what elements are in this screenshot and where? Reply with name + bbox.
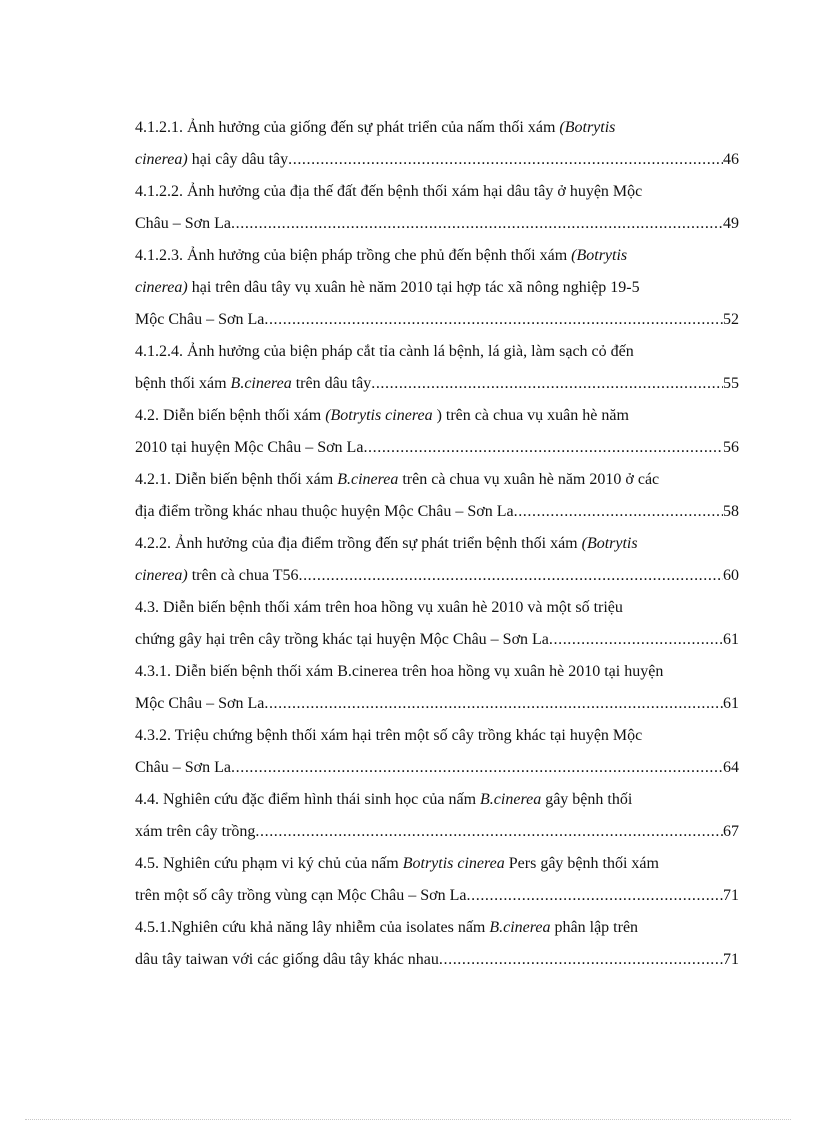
toc-dot-leader: [264, 304, 723, 336]
toc-entry[interactable]: [135, 592, 739, 656]
toc-entry-last-line: [135, 368, 739, 400]
toc-page-number: 71: [723, 887, 739, 904]
toc-text: 4.2. Diễn biến bệnh thối xám: [135, 407, 326, 424]
toc-text: Châu – Sơn La: [135, 215, 232, 232]
toc-italic-text: (Botrytis: [559, 119, 616, 136]
toc-dot-leader: [255, 816, 723, 848]
toc-entry-line: [135, 112, 739, 144]
toc-dot-leader: [439, 944, 723, 976]
toc-entry-last-line: [135, 432, 739, 464]
toc-italic-text: B.cinerea: [489, 919, 551, 936]
toc-entry-tail: [135, 208, 231, 240]
toc-text: ) trên cà chua vụ xuân hè năm: [432, 407, 629, 424]
toc-text: xám trên cây trồng: [135, 823, 256, 840]
toc-entry-line: [135, 464, 739, 496]
toc-entry-last-line: [135, 688, 739, 720]
toc-page-number: 61: [723, 695, 739, 712]
toc-italic-text: Botrytis cinerea: [402, 855, 505, 872]
toc-page-number: 55: [723, 375, 739, 392]
toc-text: Mộc Châu – Sơn La: [135, 311, 265, 328]
toc-italic-text: cinerea): [135, 567, 188, 584]
toc-page-number: 71: [723, 951, 739, 968]
toc-entry[interactable]: [135, 240, 739, 336]
toc-entry-line: [135, 272, 739, 304]
toc-dot-leader: [549, 624, 723, 656]
toc-entry[interactable]: [135, 464, 739, 528]
toc-entry-line: [135, 528, 739, 560]
toc-entry-line: [135, 176, 739, 208]
toc-dot-leader: [231, 752, 723, 784]
toc-italic-text: B.cinerea: [337, 471, 399, 488]
toc-dot-leader: [288, 144, 723, 176]
toc-italic-text: B.cinerea: [230, 375, 292, 392]
toc-text: trên một số cây trồng vùng cạn Mộc Châu – Sơn La: [135, 887, 467, 904]
toc-page-number: 64: [723, 759, 739, 776]
toc-dot-leader: [514, 496, 723, 528]
toc-entry[interactable]: [135, 912, 739, 976]
toc-dot-leader: [231, 208, 723, 240]
toc-text: 4.4. Nghiên cứu đặc điểm hình thái sinh học của nấm: [135, 791, 481, 808]
toc-entry-line: [135, 400, 739, 432]
toc-dot-leader: [467, 880, 723, 912]
toc-text: Châu – Sơn La: [135, 759, 232, 776]
toc-text: Pers gây bệnh thối xám: [504, 855, 659, 872]
toc-text: 4.3. Diễn biến bệnh thối xám trên hoa hồng vụ xuân hè 2010 và một số triệu: [135, 599, 623, 616]
toc-text: 4.3.2. Triệu chứng bệnh thối xám hại trên một số cây trồng khác tại huyện Mộc: [135, 727, 643, 744]
toc-text: 2010 tại huyện Mộc Châu – Sơn La: [135, 439, 364, 456]
toc-text: 4.1.2.3. Ảnh hưởng của biện pháp trồng che phủ đến bệnh thối xám: [135, 247, 572, 264]
toc-italic-text: cinerea): [135, 279, 188, 296]
toc-entry-tail: [135, 496, 514, 528]
toc-entry-line: [135, 784, 739, 816]
toc-entry-line: [135, 656, 739, 688]
toc-entry-last-line: [135, 944, 739, 976]
toc-italic-text: (Botrytis cinerea: [325, 407, 433, 424]
toc-entry-last-line: [135, 144, 739, 176]
toc-entry[interactable]: [135, 720, 739, 784]
toc-text: bệnh thối xám: [135, 375, 231, 392]
toc-entry-last-line: [135, 496, 739, 528]
toc-entry[interactable]: [135, 528, 739, 592]
toc-entry[interactable]: [135, 112, 739, 176]
toc-text: trên cà chua T56: [187, 567, 299, 584]
toc-italic-text: cinerea): [135, 151, 188, 168]
toc-entry-tail: [135, 752, 231, 784]
toc-entry-last-line: [135, 208, 739, 240]
toc-text: 4.1.2.2. Ảnh hưởng của địa thế đất đến bệnh thối xám hại dâu tây ở huyện Mộc: [135, 183, 643, 200]
toc-entry-line: [135, 592, 739, 624]
toc-text: 4.5.1.Nghiên cứu khả năng lây nhiễm của isolates nấm: [135, 919, 490, 936]
toc-entry-tail: [135, 688, 264, 720]
toc-text: chứng gây hại trên cây trồng khác tại huyện Mộc Châu – Sơn La: [135, 631, 549, 648]
toc-entry[interactable]: [135, 176, 739, 240]
toc-entry-line: [135, 912, 739, 944]
toc-text: trên cà chua vụ xuân hè năm 2010 ở các: [398, 471, 660, 488]
toc-entry-last-line: [135, 816, 739, 848]
toc-entry-tail: [135, 560, 298, 592]
toc-text: dâu tây taiwan với các giống dâu tây khác nhau: [135, 951, 439, 968]
toc-dot-leader: [371, 368, 723, 400]
toc-entry-tail: [135, 624, 549, 656]
toc-text: hại cây dâu tây: [187, 151, 289, 168]
toc-italic-text: (Botrytis: [581, 535, 638, 552]
toc-text: Mộc Châu – Sơn La: [135, 695, 265, 712]
toc-entry-line: [135, 848, 739, 880]
toc-page-number: 61: [723, 631, 739, 648]
toc-page-number: 52: [723, 311, 739, 328]
toc-text: 4.2.1. Diễn biến bệnh thối xám: [135, 471, 338, 488]
toc-entry-line: [135, 336, 739, 368]
toc-entry[interactable]: [135, 848, 739, 912]
footer-divider: [25, 1119, 791, 1120]
toc-text: 4.1.2.4. Ảnh hưởng của biện pháp cắt tỉa cành lá bệnh, lá già, làm sạch cỏ đến: [135, 343, 634, 360]
toc-text: 4.5. Nghiên cứu phạm vi ký chủ của nấm: [135, 855, 403, 872]
toc-entry-tail: [135, 368, 371, 400]
toc-entry-tail: [135, 304, 264, 336]
toc-entry-last-line: [135, 752, 739, 784]
toc-dot-leader: [363, 432, 723, 464]
toc-text: hại trên dâu tây vụ xuân hè năm 2010 tại hợp tác xã nông nghiệp 19-5: [187, 279, 640, 296]
toc-entry-last-line: [135, 624, 739, 656]
toc-entry-tail: [135, 816, 255, 848]
table-of-contents: [135, 112, 739, 976]
toc-page-number: 49: [723, 215, 739, 232]
toc-italic-text: B.cinerea: [480, 791, 542, 808]
toc-entry-line: [135, 720, 739, 752]
toc-entry-tail: [135, 880, 467, 912]
toc-italic-text: (Botrytis: [571, 247, 628, 264]
toc-text: phân lập trên: [550, 919, 639, 936]
toc-entry[interactable]: [135, 336, 739, 400]
toc-entry[interactable]: [135, 656, 739, 720]
toc-entry-last-line: [135, 304, 739, 336]
toc-entry-last-line: [135, 880, 739, 912]
toc-page-number: 67: [723, 823, 739, 840]
toc-text: trên dâu tây: [291, 375, 372, 392]
toc-page-number: 56: [723, 439, 739, 456]
toc-entry[interactable]: [135, 400, 739, 464]
toc-page-number: 58: [723, 503, 739, 520]
toc-entry[interactable]: [135, 784, 739, 848]
toc-text: 4.3.1. Diễn biến bệnh thối xám B.cinerea trên hoa hồng vụ xuân hè 2010 tại huyện: [135, 663, 664, 680]
toc-entry-tail: [135, 144, 288, 176]
toc-dot-leader: [298, 560, 723, 592]
toc-entry-line: [135, 240, 739, 272]
toc-text: gây bệnh thối: [541, 791, 633, 808]
toc-page-number: 60: [723, 567, 739, 584]
toc-text: địa điểm trồng khác nhau thuộc huyện Mộc Châu – Sơn La: [135, 503, 514, 520]
toc-dot-leader: [264, 688, 723, 720]
toc-text: 4.1.2.1. Ảnh hưởng của giống đến sự phát triển của nấm thối xám: [135, 119, 560, 136]
toc-entry-tail: [135, 944, 439, 976]
toc-page-number: 46: [723, 151, 739, 168]
toc-entry-tail: [135, 432, 363, 464]
toc-text: 4.2.2. Ảnh hưởng của địa điểm trồng đến sự phát triển bệnh thối xám: [135, 535, 582, 552]
toc-entry-last-line: [135, 560, 739, 592]
